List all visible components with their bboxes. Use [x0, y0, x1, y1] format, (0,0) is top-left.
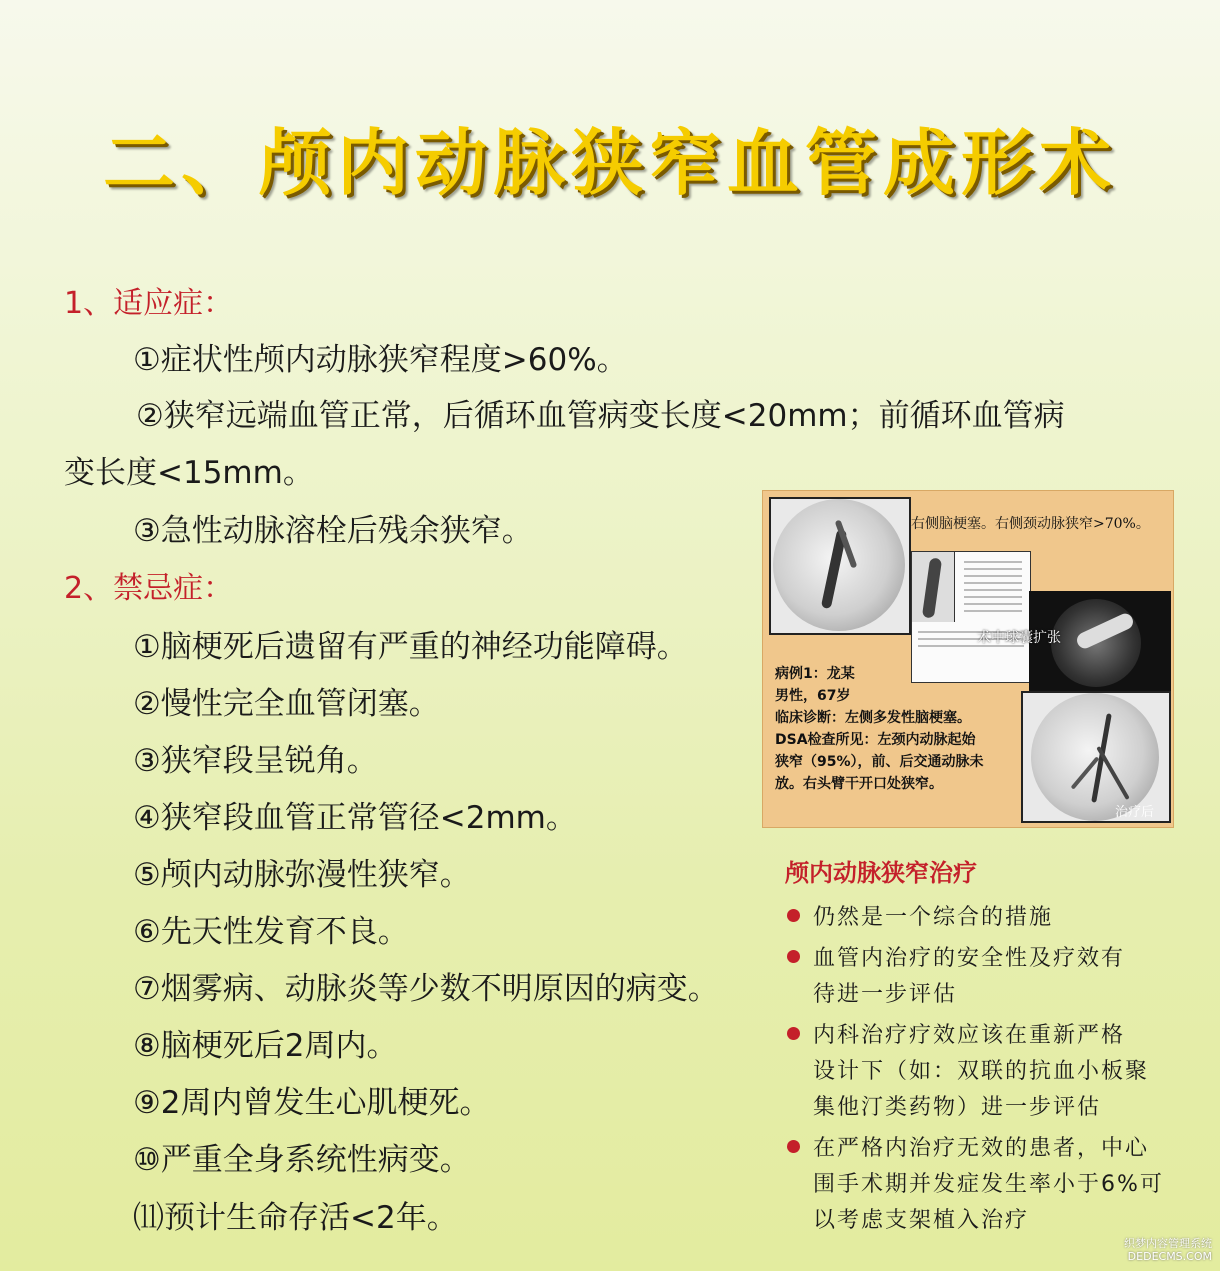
- bullet-2-line-2: 待进一步评估: [813, 982, 958, 1007]
- contraindication-item-4: ④狭窄段血管正常管径<2mm。: [133, 800, 577, 836]
- contraindication-item-9: ⑨2周内曾发生心肌梗死。: [133, 1085, 491, 1121]
- contraindication-item-8: ⑧脑梗死后2周内。: [133, 1028, 398, 1064]
- bullet-dot-icon: [787, 950, 800, 963]
- treatment-bullet-1: [785, 900, 1205, 936]
- case-line-3: 临床诊断：左侧多发性脑梗塞。: [775, 710, 971, 726]
- watermark-line-1: 织梦内容管理系统: [1124, 1237, 1212, 1250]
- caption-balloon: 术中球囊扩张: [977, 630, 1061, 646]
- watermark: [1124, 1237, 1212, 1263]
- contraindication-item-5: ⑤颅内动脉弥漫性狭窄。: [133, 857, 471, 893]
- contraindication-item-11: ⑾预计生命存活<2年。: [133, 1200, 458, 1236]
- case-image-panel: [762, 490, 1174, 828]
- indication-item-1: ①症状性颅内动脉狭窄程度>60%。: [133, 342, 628, 378]
- bullet-4-line-3: 以考虑支架植入治疗: [813, 1208, 1030, 1233]
- bullet-3-line-3: 集他汀类药物）进一步评估: [813, 1095, 1102, 1120]
- bullet-4-line-2: 围手术期并发症发生率小于6%可: [813, 1172, 1164, 1197]
- treatment-list: [785, 900, 1205, 1244]
- case-line-6: 放。右头臂干开口处狭窄。: [775, 776, 943, 792]
- contraindication-item-6: ⑥先天性发育不良。: [133, 914, 409, 950]
- case-description: [775, 663, 1025, 795]
- bullet-3-line-2: 设计下（如：双联的抗血小板聚: [813, 1059, 1150, 1084]
- treatment-title: 颅内动脉狭窄治疗: [785, 859, 977, 887]
- bullet-1-line-1: 仍然是一个综合的措施: [813, 905, 1054, 930]
- bullet-dot-icon: [787, 1027, 800, 1040]
- caption-after-treatment: 治疗后: [1115, 805, 1155, 820]
- contraindication-item-1: ①脑梗死后遗留有严重的神经功能障碍。: [133, 629, 688, 665]
- indication-item-3: ③急性动脉溶栓后残余狭窄。: [133, 513, 533, 549]
- caption-diagnosis: 右侧脑梗塞。右侧颈动脉狭窄>70%。: [911, 516, 1150, 532]
- bullet-dot-icon: [787, 1140, 800, 1153]
- bullet-4-line-1: 在严格内治疗无效的患者，中心: [813, 1136, 1150, 1161]
- treatment-bullet-2: [785, 941, 1205, 1013]
- bullet-3-line-1: 内科治疗疗效应该在重新严格: [813, 1023, 1126, 1048]
- page-title: 二、颅内动脉狭窄血管成形术: [102, 121, 1117, 205]
- case-line-5: 狭窄（95%），前、后交通动脉未: [775, 754, 984, 770]
- bullet-dot-icon: [787, 909, 800, 922]
- contraindication-item-10: ⑩严重全身系统性病变。: [133, 1142, 471, 1178]
- contraindication-item-2: ②慢性完全血管闭塞。: [133, 686, 440, 722]
- bullet-2-line-1: 血管内治疗的安全性及疗效有: [813, 946, 1126, 971]
- case-line-1: 病例1：龙某: [775, 666, 855, 682]
- contraindications-heading: 2、禁忌症：: [64, 571, 234, 606]
- case-line-4: DSA检查所见：左颈内动脉起始: [775, 732, 976, 748]
- watermark-line-2: DEDECMS.COM: [1127, 1250, 1212, 1263]
- indications-heading: 1、适应症：: [64, 286, 234, 321]
- case-line-2: 男性，67岁: [775, 688, 851, 704]
- treatment-bullet-3: [785, 1018, 1205, 1126]
- contraindication-item-7: ⑦烟雾病、动脉炎等少数不明原因的病变。: [133, 971, 719, 1007]
- indication-item-2: ②狭窄远端血管正常，后循环血管病变长度<20mm；前循环血管病: [136, 398, 1065, 434]
- indication-item-2-cont: 变长度<15mm。: [64, 455, 314, 491]
- treatment-bullet-4: [785, 1131, 1205, 1239]
- angiogram-image-1: [769, 497, 911, 635]
- contraindication-item-3: ③狭窄段呈锐角。: [133, 743, 378, 779]
